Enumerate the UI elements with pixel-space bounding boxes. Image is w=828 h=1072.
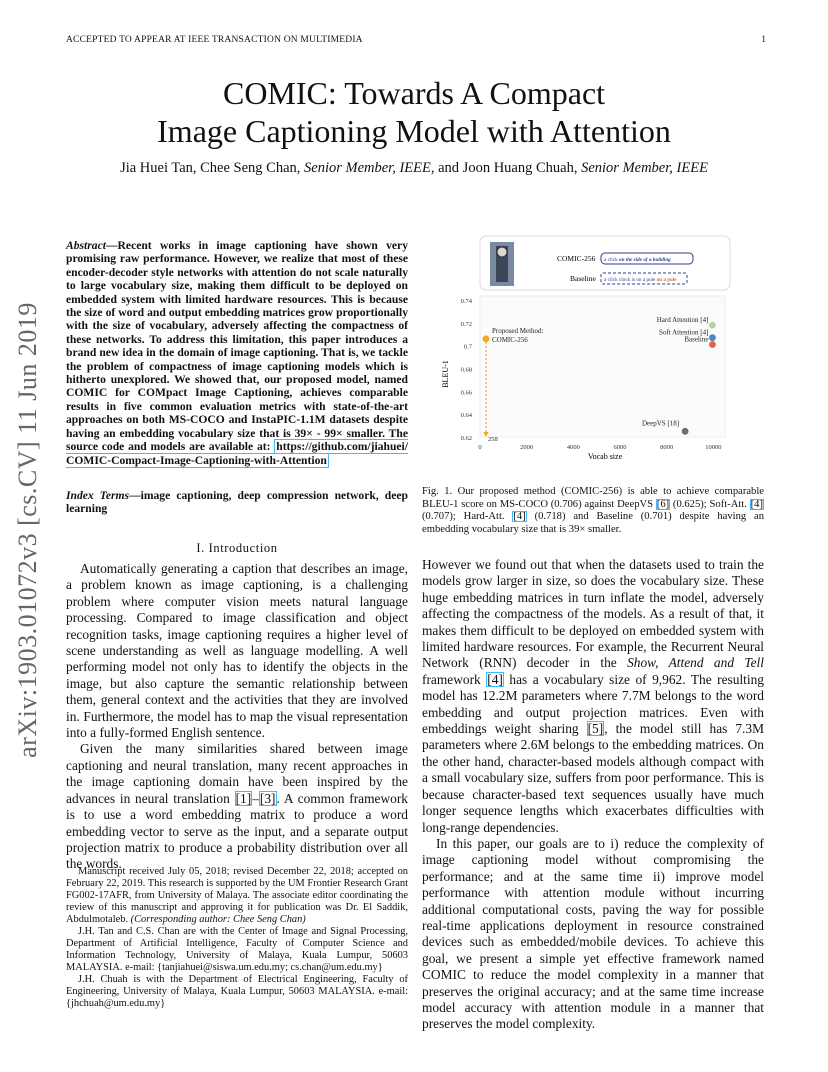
citation-link[interactable]: [4] [750, 498, 763, 510]
citation-link[interactable]: [4] [487, 671, 503, 687]
y-tick-label: 0.66 [460, 389, 472, 397]
data-point [709, 341, 716, 348]
title-line-2: Image Captioning Model with Attention [157, 113, 671, 149]
x-tick-label: 4000 [566, 444, 580, 451]
citation-link[interactable]: [4] [513, 511, 526, 523]
intro-right-text-d: , the model still has 7.3M parameters where 2.6M belongs to the embedding matrices. On the other hand, character-based models although compact with a small vocabulary size, suffers from poor performance. This is because character-based text sequences usually have much longer sequence lengths which exacerbates difficulties with long-range dependencies. [422, 721, 764, 835]
title-line-1: COMIC: Towards A Compact [222, 75, 606, 111]
intro-right-column [422, 557, 764, 1033]
intro-paragraph-2 [66, 741, 408, 872]
y-tick-label: 0.72 [460, 320, 472, 328]
arxiv-stamp [8, 290, 48, 770]
paper-title [0, 74, 828, 150]
author-names-1: Jia Huei Tan, Chee Seng Chan, [120, 160, 305, 176]
inset-comic-caption-em: on the side of a building [618, 257, 671, 263]
inset-baseline-label: Baseline [570, 274, 596, 283]
author-role-2: Senior Member, IEEE [581, 160, 708, 176]
intro-right-text-a: However we found out that when the datasets used to train the models grow larger in size, so does the vocabulary size. These huge embedding matrices in turn inflate the model, adversely affecting the compactness of the models. As a result of that, it makes them difficult to be deployed on embedded system with limited hardware resources. For example, the Recurrent Neural Network (RNN) decoder in the [422, 557, 764, 671]
running-head: ACCEPTED TO APPEAR AT IEEE TRANSACTION ON MULTIMEDIA [66, 35, 363, 45]
source-code-link[interactable]: https://github.com/jiahuei/COMIC-Compact-Image-Captioning-with-Attention [66, 440, 408, 467]
footnote-1 [66, 866, 408, 926]
citation-link[interactable]: [3] [259, 790, 276, 806]
y-tick-label: 0.62 [460, 435, 472, 442]
intro-left-column [66, 561, 408, 873]
citation-link[interactable]: [1] [235, 790, 252, 806]
inset-baseline-caption-em: on a pole [656, 277, 677, 283]
intro-right-paragraph-1 [422, 557, 764, 836]
footnote-1-italic: (Corresponding author: Chee Seng Chan) [130, 914, 306, 925]
x-tick-label: 0 [478, 444, 482, 451]
abstract [66, 239, 408, 467]
data-point [483, 335, 490, 342]
data-point [709, 334, 716, 341]
x-tick-label: 10000 [705, 444, 722, 451]
caption-text-2: (0.625); Soft-Att. [670, 498, 750, 510]
index-terms-label: Index Terms [66, 489, 130, 502]
data-point [709, 322, 716, 329]
data-point [682, 428, 689, 435]
figure-caption [422, 486, 764, 536]
caption-text-3: (0.707); Hard-Att. [422, 511, 513, 523]
data-point-label: Hard Attention [4] [656, 316, 709, 325]
index-terms-text: —image captioning, deep compression network, deep learning [66, 489, 408, 516]
page-number: 1 [761, 35, 766, 45]
data-point-label: Baseline [684, 335, 709, 344]
intro-right-text-b: framework [422, 671, 487, 687]
caption-text-1: Our proposed method (COMIC-256) is able to achieve comparable BLEU-1 score on MS-COCO (0.706) against DeepVS [422, 486, 764, 510]
intro-right-em: Show, Attend and Tell [627, 655, 764, 671]
data-point-label: DeepVS [18] [641, 419, 680, 428]
footnote-1-text: Manuscript received July 05, 2018; revised December 22, 2018; accepted on February 22, 2019. This research is supported by the UM Frontier Research Grant FG002-17AFR, from University of Malaya. The associate editor coordinating the review of this manuscript and approving it for publication was Dr. El Saddik, Abdulmotaleb. [66, 866, 408, 925]
author-list [0, 160, 828, 177]
section-heading: I. Introduction [196, 541, 278, 555]
footnote-3: J.H. Chuah is with the Department of Electrical Engineering, Faculty of Engineering, University of Malaya, Kuala Lumpur, 50603 MALAYSIA. e-mail: {jhchuah@um.edu.my} [66, 974, 408, 1009]
inset-comic-caption [604, 257, 671, 263]
inset-comic-caption-plain: a click [604, 257, 619, 263]
y-tick-label: 0.7 [463, 343, 472, 351]
annotation-258: 258 [487, 436, 498, 443]
inset-baseline-caption-plain: a click clock is on a pole [604, 277, 657, 283]
inset-comic-label: COMIC-256 [557, 254, 596, 263]
x-tick-label: 8000 [660, 444, 674, 451]
x-tick-label: 2000 [520, 444, 534, 451]
intro-paragraph-1: Automatically generating a caption that describes an image, a problem known as image captioning, is a challenging problem where computer vision meets natural language processing. Compared to image classification and object recognition tasks, image captioning requires a higher level of scene understanding as well as language modelling. A well performing model not only has to identify the objects in the image, but also capture the semantic relationship between them, general context and the activities that they are involved in. Furthermore, the model has to map the visual representation into a fully-formed English sentence. [66, 561, 408, 741]
figure-1 [440, 234, 740, 466]
y-tick-label: 0.68 [460, 366, 472, 374]
author-names-2: , and Joon Huang Chuah, [430, 160, 582, 176]
citation-link[interactable]: [6] [656, 498, 670, 510]
arxiv-stamp-text: arXiv:1903.01072v3 [cs.CV] 11 Jun 2019 [13, 302, 42, 758]
intro-p2-text-b: . A common framework is to use a word embedding matrix to produce a word embedding vector to serve as the input, and a separate output projection matrix to produce a probability distribution over all the words. [66, 790, 409, 872]
caption-text-4: (0.718) and Baseline (0.701) despite having an embedding vocabulary size that is 39× smaller. [422, 511, 765, 535]
footnote-2: J.H. Tan and C.S. Chan are with the Center of Image and Signal Processing, Department of Artificial Intelligence, Faculty of Computer Science and Information Technology, University of Malaya, Kuala Lumpur, 50603 MALAYSIA. e-mail: {tanjiahuei@siswa.um.edu.my; cs.chan@um.edu.my} [66, 926, 408, 973]
data-point-label: Proposed Method: [491, 326, 544, 335]
x-tick-label: 6000 [613, 444, 627, 451]
inset-baseline-caption [604, 277, 677, 283]
y-axis-label: BLEU-1 [441, 360, 450, 388]
bleu-vocab-chart [440, 234, 740, 466]
inset-photo-clock [497, 247, 507, 257]
y-tick-label: 0.64 [460, 412, 472, 420]
caption-label: Fig. 1. [422, 486, 453, 497]
intro-right-paragraph-2: In this paper, our goals are to i) reduce the complexity of image captioning model without compromising the performance; and at the same time ii) improve model performance with attention module without incurring additional computational costs, paving the way for possible real-time applications deployment in resource constrained devices such as embedded/mobile devices. To achieve this goal, we present a simple yet effective framework named COMIC to reduce the model complexity in a manner that preserves the original accuracy; and at the same time increase model accuracy with attention module in a manner that preserves the model complexity. [422, 835, 764, 1032]
abstract-text: —Recent works in image captioning have shown very promising raw performance. However, we realize that most of these encoder-decoder style networks with attention do not scale naturally to large vocabulary size, making them difficult to be deployed on embedded system with limited hardware resources. This is because the size of word and output embedding matrices grow proportionally with the size of vocabulary, adversely affecting the compactness of these networks. To address this limitation, this paper introduces a brand new idea in the domain of image captioning. That is, we tackle the problem of compactness of image captioning models which is hitherto unexplored. We showed that, our proposed model, named COMIC for COMpact Image Captioning, achieves comparable results in five common evaluation metrics with state-of-the-art approaches on both MS-COCO and InstaPIC-1.1M datasets despite having an embedding vocabulary size that is 39× - 99× smaller. The source code and models are available at: [66, 239, 408, 454]
footnotes [66, 866, 408, 1010]
index-terms [66, 489, 408, 516]
y-tick-label: 0.74 [460, 298, 472, 305]
intro-p2-dash: – [252, 790, 259, 806]
x-axis-label: Vocab size [587, 452, 623, 461]
author-role-1: Senior Member, IEEE [304, 160, 431, 176]
intro-right-text-c: has a vocabulary size of 9,962. The resulting model has 12.2M parameters where 7.7M belongs to the word embedding and output projection matrices. Even with embeddings weight sharing [422, 671, 765, 737]
plot-area [461, 296, 725, 451]
citation-link[interactable]: [5] [587, 721, 604, 737]
abstract-label: Abstract [66, 239, 106, 252]
intro-p2-text-a: Given the many similarities shared between image captioning and neural translation, many recent approaches in the image captioning domain have been inspired by the advances in neural translation [66, 741, 408, 806]
data-point-label: COMIC-256 [491, 335, 528, 344]
data-point-label: Soft Attention [4] [659, 328, 709, 337]
